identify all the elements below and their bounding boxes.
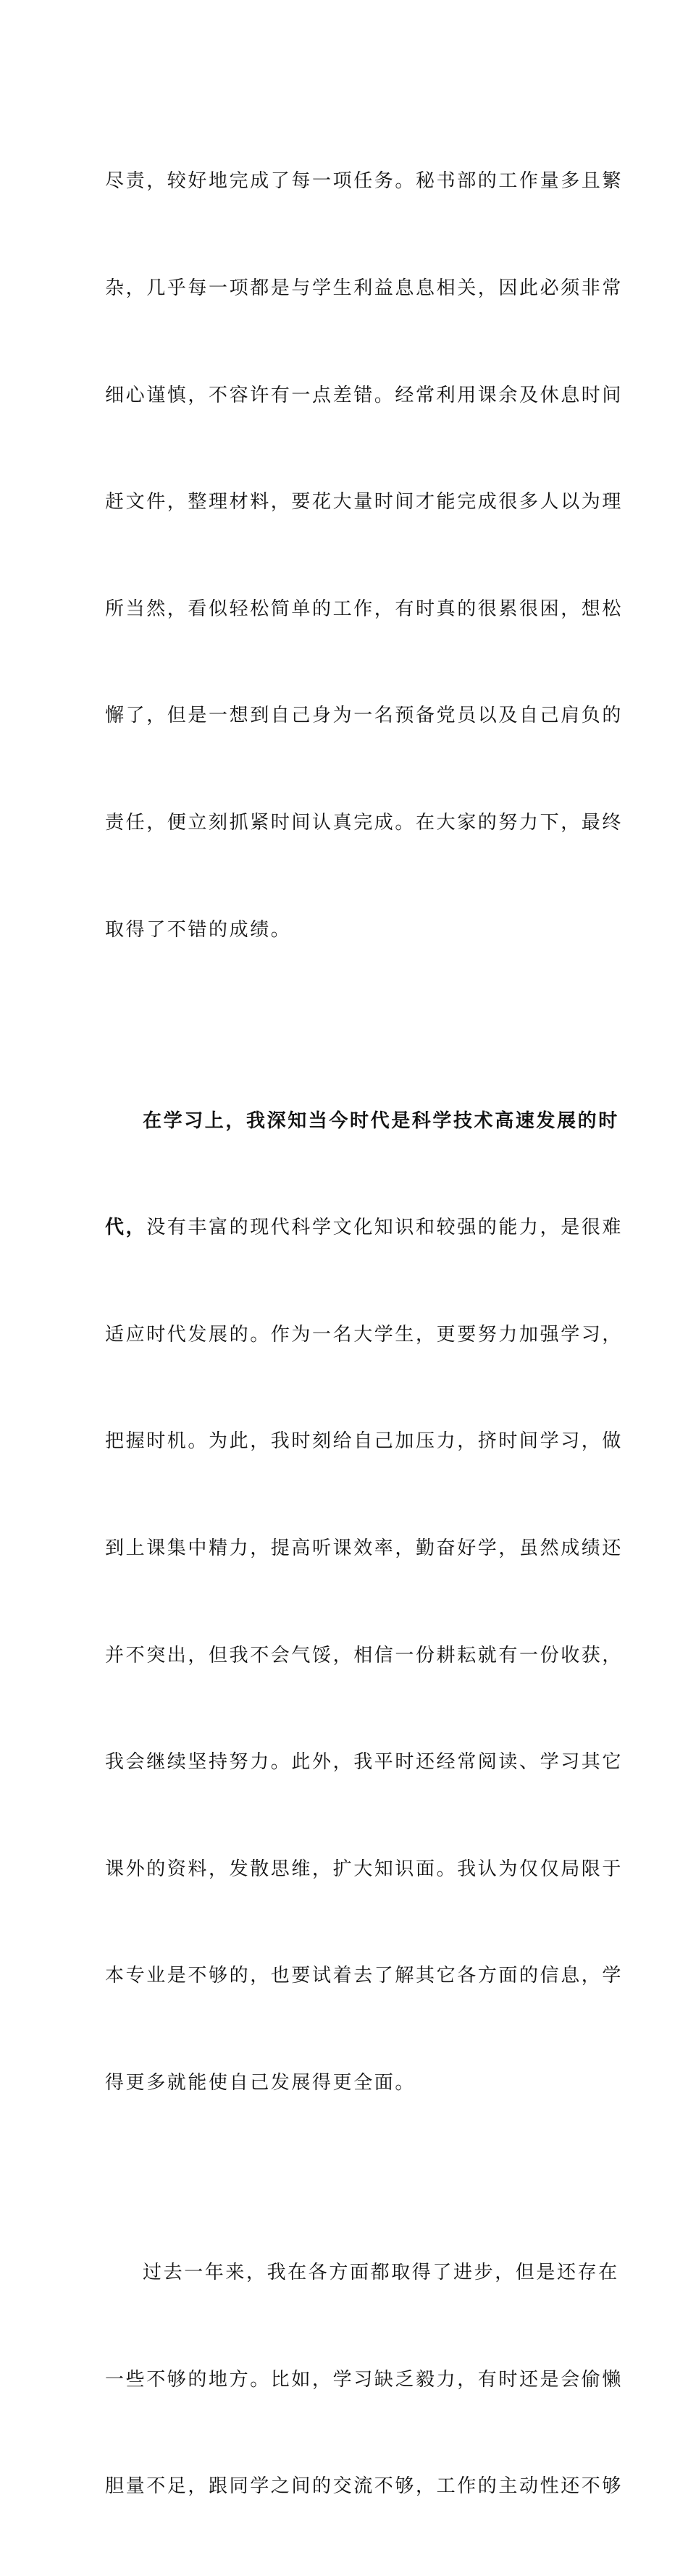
- text-line: 得更多就能使自己发展得更全面。: [105, 2071, 416, 2094]
- text-line: 责任，便立刻抓紧时间认真完成。在大家的努力下，最终: [105, 811, 624, 834]
- text-line: 细心谨慎，不容许有一点差错。经常利用课余及休息时间: [105, 384, 624, 406]
- text-line: 本专业是不够的，也要试着去了解其它各方面的信息，学: [105, 1965, 624, 1987]
- text-line: 赶文件，整理材料，要花大量时间才能完成很多人以为理: [105, 491, 624, 513]
- text-line: 懈了，但是一想到自己身为一名预备党员以及自己肩负的: [105, 705, 624, 727]
- paragraph-work-summary: [105, 93, 624, 1019]
- text-line: 并不突出，但我不会气馁，相信一份耕耘就有一份收获，: [105, 1644, 624, 1666]
- text-line: 取得了不错的成绩。: [105, 918, 292, 941]
- text-line: 尽责，较好地完成了每一项任务。秘书部的工作量多且繁: [105, 170, 624, 193]
- text-line: 过去一年来，我在各方面都取得了进步，但是还存在: [143, 2261, 619, 2283]
- text-line: 把握时机。为此，我时刻给自己加压力，挤时间学习，做: [105, 1430, 624, 1453]
- text-line: 我会继续坚持努力。此外，我平时还经常阅读、学习其它: [105, 1751, 624, 1774]
- bold-lead-text-end: 代，: [105, 1217, 147, 1239]
- text-line: 胆量不足，跟同学之间的交流不够，工作的主动性还不够: [105, 2475, 624, 2498]
- paragraph-study: [105, 1032, 624, 2172]
- text-line: 一些不够的地方。比如，学习缺乏毅力，有时还是会偷懒: [105, 2368, 624, 2391]
- text-line: 所当然，看似轻松简单的工作，有时真的很累很困，想松: [105, 597, 624, 620]
- text-line: 到上课集中精力，提高听课效率，勤奋好学，虽然成绩还: [105, 1537, 624, 1559]
- text-line: [105, 1210, 624, 1246]
- text-line: 杂，几乎每一项都是与学生利益息息相关，因此必须非常: [105, 277, 624, 299]
- text-line: [105, 1104, 619, 1139]
- bold-lead-text: 在学习上，我深知当今时代是科学技术高速发展的时: [143, 1109, 619, 1132]
- paragraph-shortcomings: [105, 2184, 624, 2576]
- document-page: [105, 93, 624, 2576]
- text-line: 适应时代发展的。作为一名大学生，更要努力加强学习，: [105, 1323, 624, 1346]
- text-line: 课外的资料，发散思维，扩大知识面。我认为仅仅局限于: [105, 1858, 624, 1880]
- text-run: 没有丰富的现代科学文化知识和较强的能力，是很难: [146, 1217, 624, 1239]
